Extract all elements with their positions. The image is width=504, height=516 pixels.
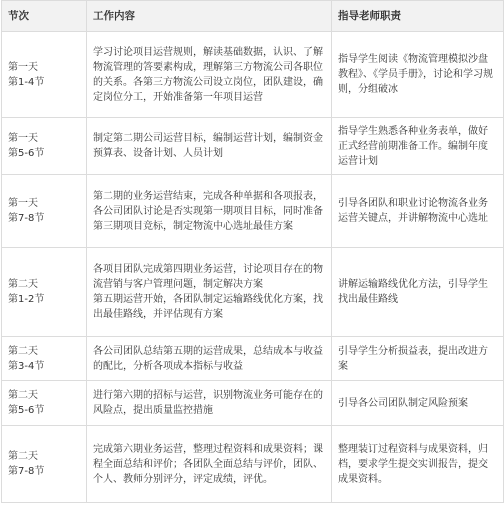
header-teacher: 指导老师职责: [332, 1, 504, 32]
table-header-row: [2, 1, 504, 32]
teacher-cell: 指导学生熟悉各种业务表单，做好正式经营前期准备工作。编制年度运营计划: [332, 118, 504, 175]
teacher-cell: 引导学生分析损益表，提出改进方案: [332, 337, 504, 381]
table-row: [2, 118, 504, 175]
period-cell: [2, 248, 87, 337]
day-label: 第二天: [8, 345, 38, 357]
table-row: [2, 426, 504, 503]
content-cell: 第二期的业务运营结束，完成各种单据和各项报表，各公司团队讨论是否实现第一期项目目标，同时准备第三期项目竞标，制定物流中心选址最佳方案: [87, 175, 332, 248]
content-cell: 学习讨论项目运营规则，解读基础数据，认识、了解物流管理的答要素构成，理解第三方物流公司各职位的关系。各第三方物流公司设立岗位，团队建设，确定岗位分工，开始准备第一年项目运营: [87, 32, 332, 118]
day-label: 第二天: [8, 279, 38, 290]
teacher-cell: 整理装订过程资料与成果资料，归档，要求学生提交实训报告，提交成果资料。: [332, 426, 504, 503]
day-label: 第一天: [8, 61, 38, 73]
period-cell: [2, 32, 87, 118]
period-cell: [2, 426, 87, 503]
period-label: 第7-8节: [8, 466, 45, 477]
teacher-cell: 引导各团队和职业讨论物流各业务运营关键点，并讲解物流中心选址: [332, 175, 504, 248]
content-cell: 完成第六期业务运营，整理过程资料和成果资料；课程全面总结和评价；各团队全面总结与评价，团队、个人、教师分别评分，评定成绩，评优。: [87, 426, 332, 503]
teacher-cell: 讲解运输路线优化方法，引导学生找出最佳路线: [332, 248, 504, 337]
content-cell: 各公司团队总结第五期的运营成果，总结成本与收益的配比，分析各项成本指标与收益: [87, 337, 332, 381]
day-label: 第一天: [8, 198, 38, 209]
header-content: 工作内容: [87, 1, 332, 32]
content-cell: 进行第六期的招标与运营，识别物流业务可能存在的风险点，提出质量监控措施: [87, 381, 332, 426]
teacher-cell: 引导各公司团队制定风险预案: [332, 381, 504, 426]
period-label: 第5-6节: [8, 148, 45, 159]
period-cell: [2, 337, 87, 381]
day-label: 第二天: [8, 451, 38, 462]
period-label: 第7-8节: [8, 213, 45, 224]
table-row: [2, 32, 504, 118]
period-cell: [2, 381, 87, 426]
period-label: 第3-4节: [8, 360, 45, 372]
period-cell: [2, 175, 87, 248]
period-cell: [2, 118, 87, 175]
period-label: 第1-4节: [8, 76, 45, 88]
header-period: 节次: [2, 1, 87, 32]
table-row: [2, 381, 504, 426]
period-label: 第5-6节: [8, 405, 45, 416]
table-row: [2, 248, 504, 337]
table-row: [2, 175, 504, 248]
schedule-table: [1, 0, 504, 503]
content-cell: 制定第二期公司运营目标，编制运营计划，编制资金预算表、设备计划、人员计划: [87, 118, 332, 175]
day-label: 第二天: [8, 390, 38, 401]
day-label: 第一天: [8, 133, 38, 144]
table-row: [2, 337, 504, 381]
teacher-cell: 指导学生阅读《物流管理模拟沙盘教程》、《学员手册》，讨论和学习规则，分组破冰: [332, 32, 504, 118]
content-cell: 各项目团队完成第四期业务运营，讨论项目存在的物流营销与客户管理问题，制定解决方案 第五期运营开始，各团队制定运输路线优化方案，找出最佳路线，并评估现有方案: [87, 248, 332, 337]
period-label: 第1-2节: [8, 294, 45, 305]
